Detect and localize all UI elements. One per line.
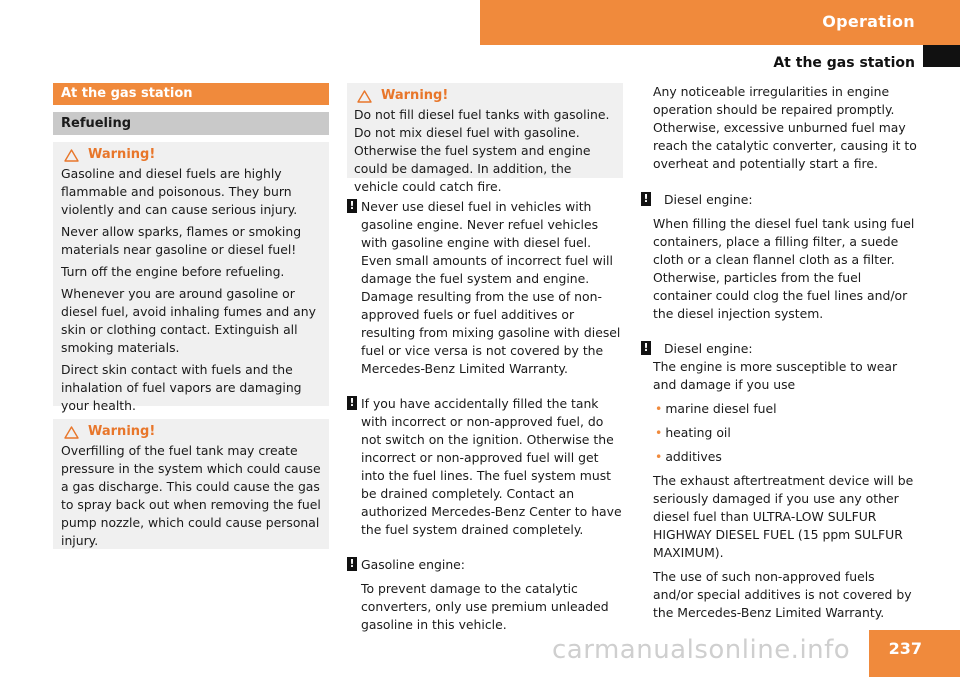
warning-triangle-icon <box>64 149 79 162</box>
warning-title <box>61 145 322 165</box>
bullet-dot-icon: • <box>655 449 663 464</box>
column-2 <box>347 83 623 634</box>
bullet-dot-icon: • <box>655 401 663 416</box>
header-subsection-title: At the gas station <box>773 55 915 71</box>
warning-title-text: Warning! <box>88 424 156 439</box>
exclamation-icon: ! <box>641 192 651 206</box>
note-text: The engine is more susceptible to wear and damage if you use <box>653 359 898 392</box>
bullet-text: marine diesel fuel <box>665 401 777 416</box>
paragraph: The use of such non-approved fuels and/or special additives is not covered by the Mercedes-Benz Limited Warranty. <box>653 569 912 620</box>
warning-text: Turn off the engine before refueling. <box>61 264 285 279</box>
warning-box-overfilling <box>53 419 329 549</box>
warning-title <box>61 422 322 442</box>
section-title: At the gas station <box>53 83 329 105</box>
paragraph: Any noticeable irregularities in engine operation should be repaired promptly. Otherwise, excessive unburned fuel may reach the catalytic converter, causing it to overheat and potentially start a fire. <box>653 84 917 171</box>
note-text: If you have accidentally filled the tank with incorrect or non-approved fuel, do not switch on the ignition. Otherwise the incorrect or non-approved fuel will get into the fuel lines. The fuel system must be drained completely. Contact an authorized Mercedes-Benz Center to have the fuel system drained completely. <box>361 396 622 537</box>
column-1 <box>53 83 329 549</box>
warning-text: Gasoline and diesel fuels are highly flammable and poisonous. They burn violently and can cause serious injury. <box>61 166 298 217</box>
page-number: 237 <box>869 630 960 677</box>
note-item <box>347 198 623 378</box>
bullet-item <box>641 448 917 466</box>
bullet-item <box>641 424 917 442</box>
header-section-title: Operation <box>822 12 915 31</box>
warning-triangle-icon <box>64 426 79 439</box>
exclamation-icon: ! <box>641 341 651 355</box>
paragraph: The exhaust aftertreatment device will be seriously damaged if you use any other diesel fuel than ULTRA-LOW SULFUR HIGHWAY DIESEL FUEL (15 ppm SULFUR MAXIMUM). <box>653 473 914 560</box>
warning-text: Never allow sparks, flames or smoking materials near gasoline or diesel fuel! <box>61 224 302 257</box>
note-lead: Gasoline engine: <box>361 557 465 572</box>
warning-title-text: Warning! <box>381 88 449 103</box>
watermark: carmanualsonline.info <box>552 635 851 665</box>
exclamation-icon: ! <box>347 396 357 410</box>
warning-text: Whenever you are around gasoline or diesel fuel, avoid inhaling fumes and any skin or clothing contact. Extinguish all smoking materials. <box>61 286 316 355</box>
note-item <box>347 556 623 634</box>
note-item <box>641 340 917 358</box>
note-text: When filling the diesel fuel tank using fuel containers, place a filling filter, a suede cloth or a clean flannel cloth as a filter. Otherwise, particles from the fuel container could clog the fuel lines and/or the diesel injection system. <box>653 216 915 321</box>
header-marker <box>923 45 960 67</box>
warning-triangle-icon <box>357 90 372 103</box>
warning-text: Overfilling of the fuel tank may create pressure in the system which could cause a gas discharge. This could cause the gas to spray back out when removing the fuel pump nozzle, which could cause personal injury. <box>61 443 321 548</box>
exclamation-icon: ! <box>347 199 357 213</box>
bullet-dot-icon: • <box>655 425 663 440</box>
warning-title-text: Warning! <box>88 147 156 162</box>
warning-title <box>354 86 616 106</box>
note-item <box>641 191 917 209</box>
note-text: To prevent damage to the catalytic converters, only use premium unleaded gasoline in this vehicle. <box>361 581 609 632</box>
bullet-text: heating oil <box>665 425 731 440</box>
note-lead: Diesel engine: <box>664 341 753 356</box>
note-item <box>347 395 623 539</box>
header-tab <box>480 0 960 45</box>
warning-text: Do not fill diesel fuel tanks with gasoline. Do not mix diesel fuel with gasoline. Otherwise the fuel system and engine could be damaged. In addition, the vehicle could catch fire. <box>354 107 610 194</box>
bullet-text: additives <box>665 449 722 464</box>
note-text: Never use diesel fuel in vehicles with gasoline engine. Never refuel vehicles with gasoline engine with diesel fuel. Even small amounts of incorrect fuel will damage the fuel system and engine. Damage resulting from the use of non-approved fuels or fuel additives or resulting from mixing gasoline with diesel fuel or vice versa is not covered by the Mercedes-Benz Limited Warranty. <box>361 199 621 376</box>
note-lead: Diesel engine: <box>664 192 753 207</box>
column-3 <box>641 83 917 622</box>
warning-box-fuel-hazard <box>53 142 329 413</box>
warning-box-diesel-gasoline <box>347 83 623 194</box>
bullet-item <box>641 400 917 418</box>
warning-text: Direct skin contact with fuels and the inhalation of fuel vapors are damaging your health. <box>61 362 302 413</box>
exclamation-icon: ! <box>347 557 357 571</box>
subsection-title: Refueling <box>53 112 329 135</box>
